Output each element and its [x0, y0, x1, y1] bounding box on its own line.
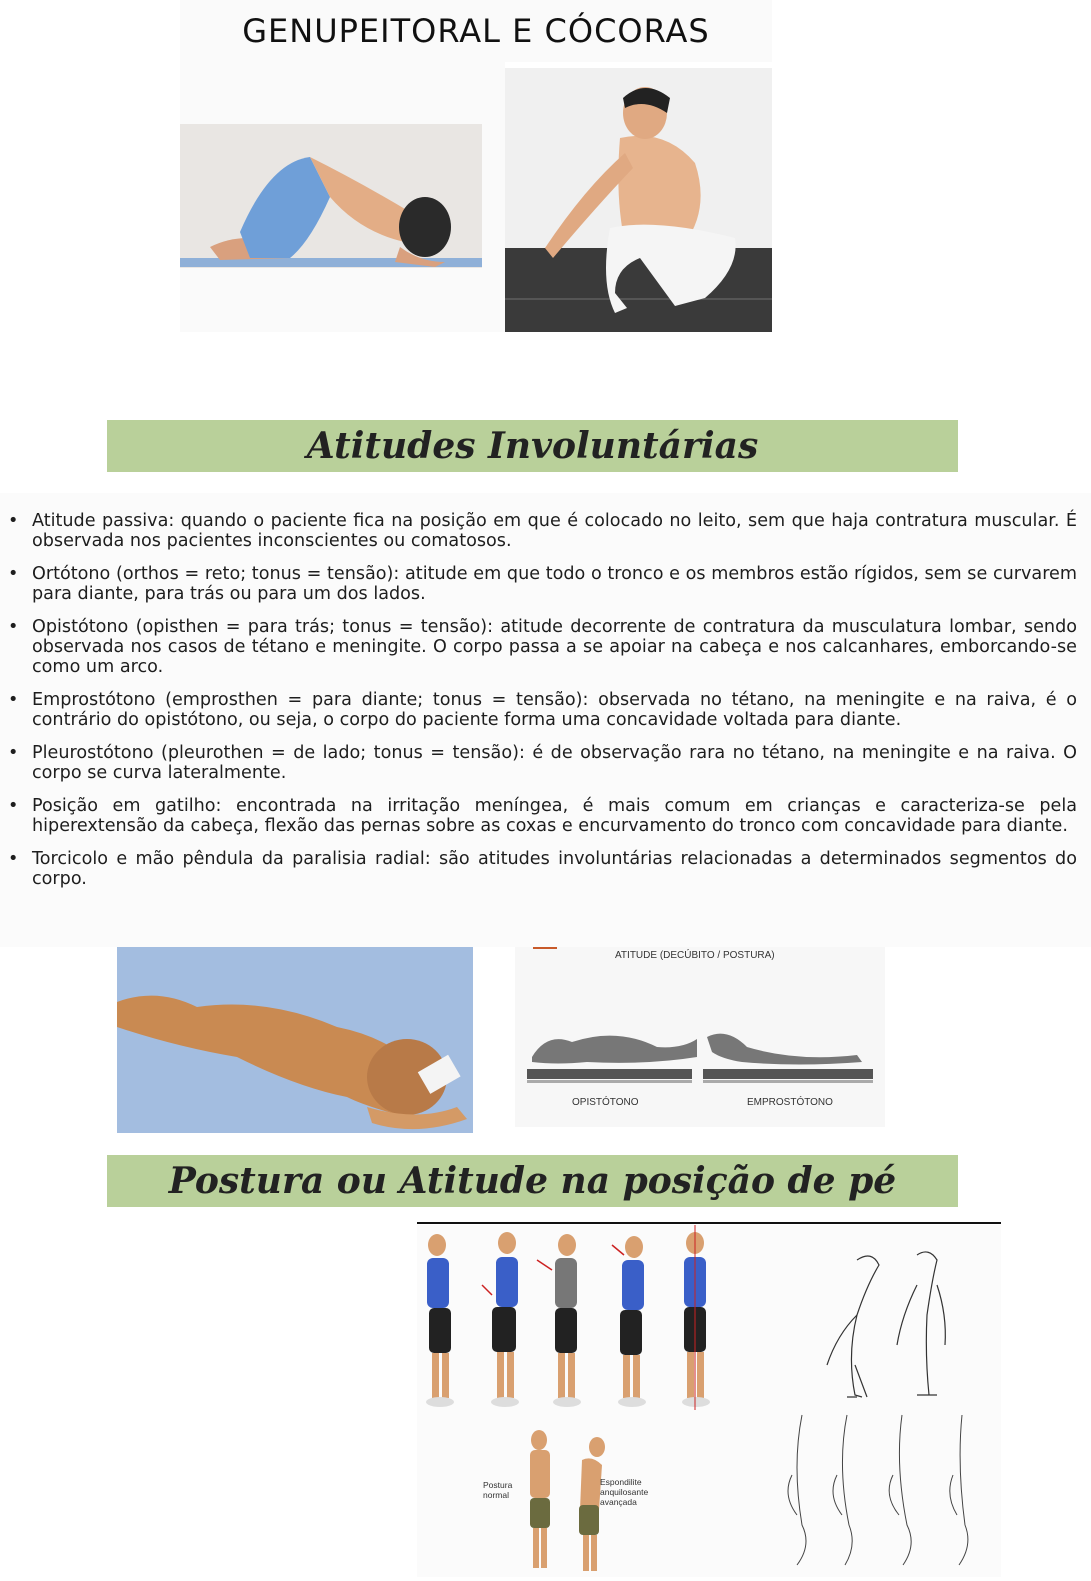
text-block	[0, 493, 1091, 947]
list-item	[8, 617, 1077, 677]
cocoras-photo	[505, 68, 772, 332]
opistotono-photo	[117, 947, 473, 1133]
bullet-icon: •	[8, 564, 19, 584]
bullet-icon: •	[8, 849, 19, 869]
bullet-icon: •	[8, 511, 19, 531]
label-opistotono: OPISTÓTONO	[572, 1097, 639, 1108]
bullet-icon: •	[8, 743, 19, 763]
list-item	[8, 511, 1077, 551]
bullet-icon: •	[8, 690, 19, 710]
bullet-text: Posição em gatilho: encontrada na irritação meníngea, é mais comum em crianças e caracteriza-se pela hiperextensão da cabeça, flexão das pernas sobre as coxas e encurvamento do tronco com concavidade para diante.	[32, 796, 1077, 836]
figure-header: ATITUDE (DECÚBITO / POSTURA)	[615, 950, 775, 961]
bullet-text: Ortótono (orthos = reto; tonus = tensão): atitude em que todo o tronco e os membros estão rígidos, sem se curvarem para diante, para trás ou para um dos lados.	[32, 564, 1077, 604]
bullet-icon: •	[8, 796, 19, 816]
figure-accent-line	[533, 947, 557, 949]
list-item	[8, 743, 1077, 783]
genupeitoral-photo	[180, 62, 505, 332]
posture-figure	[426, 1234, 454, 1407]
list-item	[8, 796, 1077, 836]
label-espondilite: Espondilite anquilosante avançada	[600, 1477, 649, 1507]
bullet-text: Emprostótono (emprosthen = para diante; tonus = tensão): observada no tétano, na meningite e na raiva, é o contrário do opistótono, ou seja, o corpo do paciente forma uma concavidade voltada para diante.	[32, 690, 1077, 730]
list-item	[8, 849, 1077, 889]
posture-illustrations	[527, 1017, 877, 1097]
bullet-text: Torcicolo e mão pêndula da paralisia radial: são atitudes involuntárias relacionadas a determinados segmentos do corpo.	[32, 849, 1077, 889]
label-emprostotono: EMPROSTÓTONO	[747, 1097, 833, 1108]
banner-postura-atitude: Postura ou Atitude na posição de pé	[107, 1155, 958, 1207]
bullet-text: Opistótono (opisthen = para trás; tonus = tensão): atitude decorrente de contratura da musculatura lombar, sendo observada nos casos de tétano e meningite. O corpo passa a se apoiar na cabeça e nos calcanhares, emborcando-se como um arco.	[32, 617, 1077, 677]
label-postura-normal: Postura normal	[483, 1480, 513, 1500]
standing-postures-figure	[417, 1225, 1001, 1577]
bullet-text: Pleurostótono (pleurothen = de lado; tonus = tensão): é de observação rara no tétano, na meningite e na raiva. O corpo se curva lateralmente.	[32, 743, 1077, 783]
bullet-text: Atitude passiva: quando o paciente fica na posição em que é colocado no leito, sem que haja contratura muscular. É observada nos pacientes inconscientes ou comatosos.	[32, 511, 1077, 551]
list-item	[8, 690, 1077, 730]
bullet-list	[0, 493, 1091, 889]
bullet-icon: •	[8, 617, 19, 637]
section-title: GENUPEITORAL E CÓCORAS	[180, 0, 772, 62]
divider-line	[417, 1222, 1001, 1224]
list-item	[8, 564, 1077, 604]
decubito-postura-figure	[515, 947, 885, 1127]
banner-atitudes-involuntarias: Atitudes Involuntárias	[107, 420, 958, 472]
